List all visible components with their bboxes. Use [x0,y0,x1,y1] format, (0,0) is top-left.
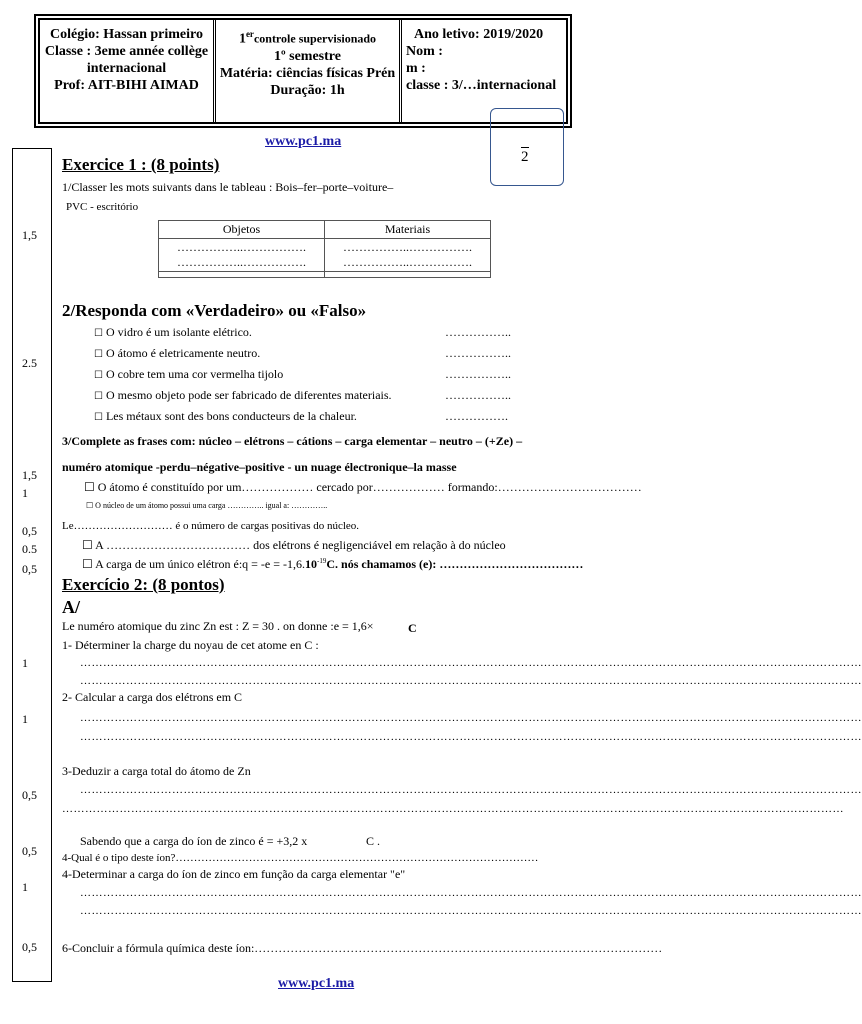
subject: Matéria: ciências físicas Prén [219,65,396,81]
q3-line-5[interactable]: ☐ A carga de um único elétron é:q = $-e = -1,6.10^{-19}C$. nós chamamos (e): ……………………………… [82,557,584,571]
q3-line-1[interactable]: ☐ O átomo é constituído por um……………… cercado por……………… formando:……………………………… [84,480,642,494]
score-q3e: 0,5 [22,562,37,576]
score-q1: 1,5 [22,228,37,242]
q2-item: ☐ O átomo é eletricamente neutro. [94,346,261,360]
q2-title: 2/Responda com «Verdadeiro» ou «Falso» [62,301,367,320]
ex2-q4-type[interactable]: 4-Qual é o tipo deste íon?……………………………………………………………………………………… [62,852,539,864]
table-cell[interactable]: ……………..……………. ……………..……………. [325,239,491,272]
q3-title: 3/Complete as frases com: núcleo – elétrons – cátions – carga elementar – neutro – (+Ze) – [62,434,523,448]
score-ex2-q3: 0,5 [22,788,37,802]
ex2-q6[interactable]: 6-Concluir a fórmula química deste íon:………………………………………………………………………………………… [62,941,663,955]
school-name: Colégio: Hassan primeiro [50,27,203,42]
q2-item: ☐ Les métaux sont des bons conducteurs de la chaleur. [94,409,357,423]
answer-line[interactable]: …………………………………………………………………………………………………………………………………………………………………………………… [80,712,862,724]
ion-charge-info: Sabendo que a carga do íon de zinco é = +3,2 x [80,834,308,848]
score-q3c: 0,5 [22,524,37,538]
score-q3b: 1 [22,486,28,500]
q2-answer[interactable]: …………….. [445,325,511,339]
grade-scroll [490,108,564,186]
teacher-name: Prof: AIT-BIHI AIMAD [54,78,199,93]
answer-line[interactable]: …………………………………………………………………………………………………………………………………………………………………………………… [80,731,862,743]
score-ex2-q6: 0,5 [22,940,37,954]
score-ex2-q4b: 1 [22,880,28,894]
q3-line-2[interactable]: ☐ O núcleo de um átomo possui uma carga ………….. igual a: ………….. [86,501,328,510]
answer-line[interactable]: …………………………………………………………………………………………………………………………………………………………………………………… [80,657,862,669]
ex2-intro-unit: C [408,621,417,635]
score-q2: 2.5 [22,356,37,370]
q2-answer[interactable]: ……………. [445,409,508,423]
q2-answer[interactable]: …………….. [445,346,511,360]
header-student-col [402,20,566,122]
score-ex2-q2: 1 [22,712,28,726]
q2-item: ☐ O cobre tem uma cor vermelha tijolo [94,367,284,381]
student-name-field-2: m : [406,61,426,76]
exercise-2-title: Exercício 2: (8 pontos) [62,575,225,594]
site-link-top[interactable]: www.pc1.ma [265,134,342,149]
header-exam-col [216,20,402,122]
q2-item: ☐ O vidro é um isolante elétrico. [94,325,252,339]
part-a-label: A/ [62,597,80,617]
ex2-q1: 1- Déterminer la charge du noyau de cet atome en C : [62,638,319,652]
score-ex2-q4a: 0,5 [22,844,37,858]
q3-line-4[interactable]: ☐ A ……………………………… dos elétrons é negligenciável em relação à do núcleo [82,538,506,552]
ex2-intro: Le numéro atomique du zinc Zn est : Z = 30 . on donne :e = 1,6× [62,619,374,633]
semester: 1º semestre [274,48,341,64]
student-class-field: classe : 3/…internacional [406,78,557,93]
q3-line-3[interactable]: Le……………………… é o número de cargas positivas do núcleo. [62,520,360,532]
table-header-materials: Materiais [325,221,491,239]
duration: Duração: 1h [270,82,345,98]
student-name-field: Nom : [406,44,443,59]
q2-answer[interactable]: …………….. [445,367,511,381]
grade-denominator: 2 [521,149,529,165]
class-name: Classe : 3eme année collège [44,44,209,59]
answer-line[interactable]: …………………………………………………………………………………………………………………………………………………………………………………… [80,887,862,899]
q3-title-2: numéro atomique -perdu–négative–positive - un nuage électronique–la masse [62,460,457,474]
ex2-q2: 2- Calcular a carga dos elétrons em C [62,690,243,704]
site-link-bottom[interactable]: www.pc1.ma [278,976,355,991]
score-q3d: 0.5 [22,542,37,556]
score-ex2-q1: 1 [22,656,28,670]
q2-answer[interactable]: …………….. [445,388,511,402]
answer-line[interactable]: …………………………………………………………………………………………………………………………………………………………………………………… [80,905,862,917]
ion-charge-unit: C . [366,834,381,848]
q1-instruction-2: PVC - escritório [66,201,139,213]
school-year: Ano letivo: 2019/2020 [414,27,544,42]
exercise-1-title: Exercice 1 : (8 points) [62,155,220,174]
class-name-2: internacional [86,61,167,76]
exam-title: 1ercontrole supervisionado [238,29,377,47]
table-cell[interactable]: ……………..……………. ……………..……………. [159,239,325,272]
ex2-q3: 3-Deduzir a carga total do átomo de Zn [62,764,251,778]
classification-table [158,220,491,278]
table-header-objects: Objetos [159,221,325,239]
ex2-q4-charge: 4-Determinar a carga do íon de zinco em função da carga elementar "e" [62,867,406,881]
header-school-col [40,20,216,122]
answer-line[interactable]: …………………………………………………………………………………………………………………………………………………………………………………… [80,675,862,687]
q1-instruction: 1/Classer les mots suivants dans le tableau : Bois–fer–porte–voiture– [62,180,394,194]
q2-item: ☐ O mesmo objeto pode ser fabricado de diferentes materiais. [94,388,392,402]
answer-line[interactable]: …………………………………………………………………………………………………………………………………………………………………………………… [62,803,844,815]
answer-line[interactable]: …………………………………………………………………………………………………………………………………………………………………………………… [80,784,862,796]
score-q3a: 1,5 [22,468,37,482]
